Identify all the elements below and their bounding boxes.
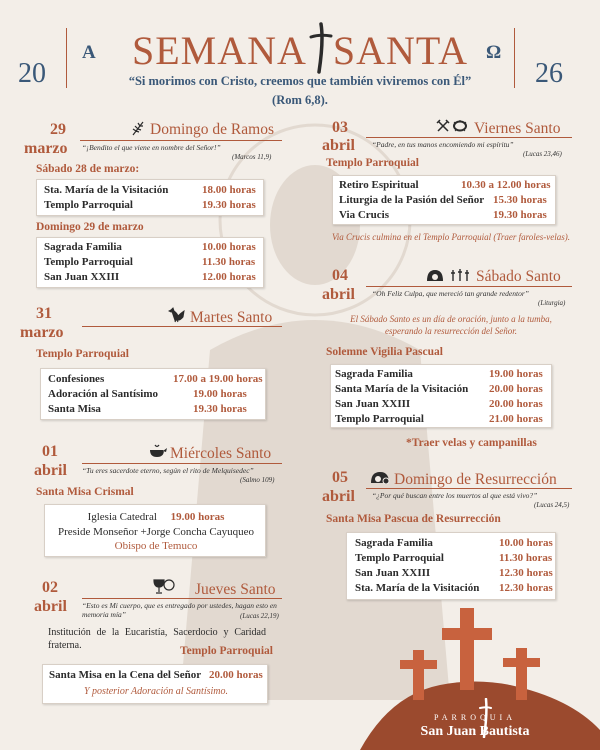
resurreccion-underline bbox=[366, 488, 572, 489]
jueves-date bbox=[34, 578, 86, 615]
time: 18.00 horas bbox=[202, 184, 256, 196]
quote-text: “Si morimos con Cristo, creemos que también viviremos con Él” bbox=[128, 74, 472, 88]
viernes-date-month: abril bbox=[322, 137, 355, 154]
time: 12.00 horas bbox=[202, 271, 256, 283]
ramos-schedule-box-2 bbox=[36, 237, 264, 288]
jueves-description: Institución de la Eucaristía, Sacerdocio y Caridad fraterna. bbox=[48, 627, 266, 651]
viernes-verse: “Padre, en tus manos encomiendo mi espíritu” bbox=[372, 140, 514, 149]
quote-reference: (Rom 6,8). bbox=[272, 93, 328, 107]
jueves-date-month: abril bbox=[34, 598, 67, 615]
miercoles-date bbox=[34, 442, 86, 479]
ramos-verse: “¡Bendito el que viene en nombre del Señor!” bbox=[82, 143, 221, 152]
ramos-subheading-sunday: Domingo 29 de marzo bbox=[36, 221, 144, 233]
time: 10.30 a 12.00 horas bbox=[461, 179, 551, 191]
place: Liturgia de la Pasión del Señor bbox=[339, 194, 485, 206]
page-title bbox=[110, 22, 490, 74]
time: 19.30 horas bbox=[193, 403, 247, 415]
miercoles-underline bbox=[82, 463, 282, 464]
viernes-underline bbox=[366, 137, 572, 138]
alpha-symbol: A bbox=[82, 42, 96, 63]
time: 10.00 horas bbox=[202, 241, 256, 253]
place: Santa Misa en la Cena del Señor bbox=[49, 669, 202, 681]
year-left: 20 bbox=[18, 58, 46, 89]
miercoles-schedule-box bbox=[44, 504, 266, 557]
place: Templo Parroquial bbox=[44, 256, 133, 268]
footer-parroquia: PARROQUIA bbox=[434, 713, 516, 722]
martes-underline bbox=[82, 326, 282, 327]
jueves-title: Jueves Santo bbox=[195, 581, 276, 598]
time: 12.30 horas bbox=[499, 582, 553, 594]
miercoles-title: Miércoles Santo bbox=[170, 445, 272, 462]
footer-parish-name: San Juan Bautista bbox=[420, 724, 530, 739]
time: 20.00 horas bbox=[209, 669, 263, 681]
resurreccion-title: Domingo de Resurrección bbox=[394, 471, 557, 488]
place: San Juan XXIII bbox=[355, 567, 431, 579]
miercoles-date-month: abril bbox=[34, 462, 67, 479]
miercoles-date-day: 01 bbox=[42, 443, 58, 460]
place: Templo Parroquial bbox=[44, 199, 133, 211]
jueves-schedule-box bbox=[42, 664, 268, 704]
sabado-date-month: abril bbox=[322, 286, 355, 303]
sabado-note-line-2: esperando la resurrección del Señor. bbox=[384, 326, 518, 336]
jueves-subheading: Templo Parroquial bbox=[180, 645, 273, 657]
sabado-extra-note: *Traer velas y campanillas bbox=[406, 437, 537, 449]
place: Santa María de la Visitación bbox=[335, 383, 469, 395]
sabado-underline bbox=[366, 286, 572, 287]
miercoles-line-1 bbox=[45, 511, 267, 523]
viernes-note: Via Crucis culmina en el Templo Parroquial (Traer faroles-velas). bbox=[331, 232, 571, 242]
ramos-underline bbox=[80, 140, 282, 141]
sabado-date-day: 04 bbox=[332, 267, 348, 284]
sabado-subheading: Solemne Vigilia Pascual bbox=[326, 346, 443, 358]
miercoles-line-3: Obispo de Temuco bbox=[114, 540, 198, 552]
palm-icon bbox=[130, 120, 146, 136]
miercoles-verse: “Tu eres sacerdote eterno, según el rito de Melquisedec” bbox=[82, 466, 254, 475]
year-right: 26 bbox=[535, 58, 563, 89]
omega-symbol: Ω bbox=[486, 42, 502, 63]
jueves-verse-line-2: memoria mía” bbox=[82, 610, 126, 619]
time: 20.00 horas bbox=[489, 383, 543, 395]
header-quote bbox=[75, 72, 525, 110]
place: Sagrada Familia bbox=[335, 368, 413, 380]
place: Confesiones bbox=[48, 373, 105, 385]
martes-date-month: marzo bbox=[20, 324, 64, 341]
rooster-icon bbox=[168, 307, 186, 323]
oil-jar-icon bbox=[148, 443, 168, 459]
time: 19.00 horas bbox=[193, 388, 247, 400]
martes-subheading: Templo Parroquial bbox=[36, 348, 129, 360]
title-right: SANTA bbox=[332, 28, 469, 73]
jueves-verse-ref: (Lucas 22,19) bbox=[240, 612, 279, 620]
ramos-date bbox=[24, 120, 78, 157]
sabado-verse: “Oh Feliz Culpa, que mereció tan grande redentor” bbox=[372, 289, 529, 298]
chalice-icon bbox=[152, 578, 176, 594]
viernes-subheading: Templo Parroquial bbox=[326, 157, 419, 169]
place: Iglesia Catedral bbox=[87, 511, 157, 523]
sabado-note bbox=[306, 313, 596, 337]
miercoles-verse-ref: (Salmo 109) bbox=[240, 476, 275, 484]
place: Sagrada Familia bbox=[44, 241, 122, 253]
jueves-underline bbox=[82, 598, 282, 599]
empty-tomb-icon bbox=[370, 470, 390, 484]
martes-title: Martes Santo bbox=[190, 309, 273, 326]
resurreccion-verse: “¿Por qué buscan entre los muertos al que está vivo?” bbox=[372, 491, 538, 500]
time: 15.30 horas bbox=[493, 194, 547, 206]
time: 12.30 horas bbox=[499, 567, 553, 579]
jueves-verse-line-1: “Esto es Mi cuerpo, que es entregado por ustedes, hagan esto en bbox=[82, 601, 277, 610]
place: Via Crucis bbox=[339, 209, 390, 221]
sabado-date bbox=[322, 266, 376, 303]
resurreccion-date-month: abril bbox=[322, 488, 355, 505]
place: Santa Misa bbox=[48, 403, 101, 415]
miercoles-line-2: Preside Monseñor +Jorge Concha Cayuqueo bbox=[57, 526, 255, 538]
time: 19.00 horas bbox=[489, 368, 543, 380]
crown-of-thorns-icon bbox=[452, 119, 468, 133]
ramos-date-day: 29 bbox=[50, 121, 66, 138]
time: 19.30 horas bbox=[493, 209, 547, 221]
sabado-verse-ref: (Liturgia) bbox=[538, 299, 566, 307]
ramos-date-month: marzo bbox=[24, 140, 68, 157]
viernes-verse-ref: (Lucas 23,46) bbox=[523, 150, 562, 158]
martes-date-day: 31 bbox=[36, 305, 52, 322]
ramos-verse-ref: (Marcos 11,9) bbox=[232, 153, 272, 161]
resurreccion-subheading: Santa Misa Pascua de Resurrección bbox=[326, 513, 501, 525]
three-crosses bbox=[400, 608, 540, 700]
place: Sagrada Familia bbox=[355, 537, 433, 549]
footer-cross-icon bbox=[478, 698, 492, 738]
three-crosses-icon bbox=[450, 268, 470, 282]
time: 20.00 horas bbox=[489, 398, 543, 410]
place: Sta. María de la Visitación bbox=[44, 184, 169, 196]
resurreccion-schedule-box bbox=[346, 532, 556, 600]
place: Templo Parroquial bbox=[335, 413, 424, 425]
time: 10.00 horas bbox=[499, 537, 553, 549]
place: San Juan XXIII bbox=[335, 398, 411, 410]
time: 19.00 horas bbox=[170, 511, 225, 523]
resurreccion-date-day: 05 bbox=[332, 469, 348, 486]
viernes-schedule-box bbox=[332, 175, 556, 225]
tomb-icon bbox=[426, 268, 444, 282]
time: 19.30 horas bbox=[202, 199, 256, 211]
time: 11.30 horas bbox=[202, 256, 256, 268]
place: Retiro Espiritual bbox=[339, 179, 419, 191]
time: 17.00 a 19.00 horas bbox=[173, 373, 263, 385]
miercoles-subheading: Santa Misa Crismal bbox=[36, 486, 134, 498]
sabado-title: Sábado Santo bbox=[476, 268, 561, 285]
place: Adoración al Santísimo bbox=[48, 388, 159, 400]
cross-icon bbox=[307, 22, 333, 74]
header-divider-left bbox=[66, 28, 67, 88]
hammer-nails-icon bbox=[436, 119, 450, 133]
time: 21.00 horas bbox=[489, 413, 543, 425]
time: 11.30 horas bbox=[499, 552, 553, 564]
ramos-title: Domingo de Ramos bbox=[150, 121, 274, 138]
ramos-schedule-box-1 bbox=[36, 179, 264, 216]
viernes-date bbox=[322, 118, 376, 154]
viernes-title: Viernes Santo bbox=[474, 120, 561, 137]
ramos-subheading-saturday: Sábado 28 de marzo: bbox=[36, 163, 140, 175]
title-left: SEMANA bbox=[131, 28, 307, 73]
martes-schedule-box bbox=[40, 368, 266, 420]
viernes-date-day: 03 bbox=[332, 119, 348, 136]
jueves-box-note: Y posterior Adoración al Santísimo. bbox=[84, 686, 228, 697]
resurreccion-verse-ref: (Lucas 24,5) bbox=[534, 501, 570, 509]
jueves-date-day: 02 bbox=[42, 579, 58, 596]
martes-date bbox=[20, 304, 80, 341]
sabado-schedule-box bbox=[330, 364, 552, 428]
place: San Juan XXIII bbox=[44, 271, 120, 283]
sabado-note-line-1: El Sábado Santo es un día de oración, junto a la tumba, bbox=[350, 314, 552, 324]
place: Templo Parroquial bbox=[355, 552, 444, 564]
place: Sta. María de la Visitación bbox=[355, 582, 480, 594]
